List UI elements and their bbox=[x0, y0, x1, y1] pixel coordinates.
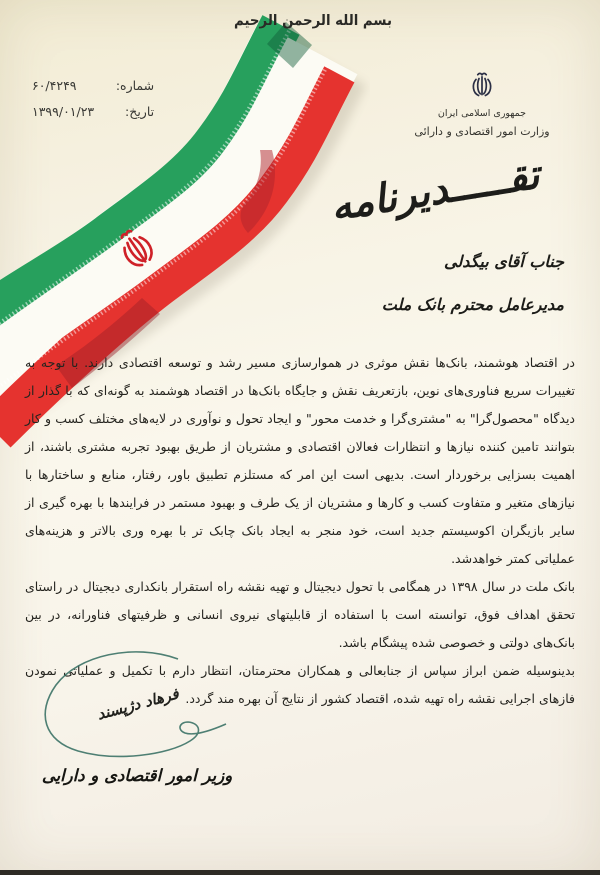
addressee-role: مدیرعامل محترم بانک ملت bbox=[381, 295, 564, 314]
signature-name: فرهاد دژپسند bbox=[95, 684, 181, 724]
ministry-letterhead bbox=[396, 70, 568, 138]
letter-title: تقـــــدیرنامه bbox=[327, 151, 543, 231]
signature-block bbox=[30, 645, 250, 805]
body-paragraph-2: بانک ملت در سال ۱۳۹۸ در همگامی با تحول دیجیتال و تهیه نقشه راه استقرار بانکداری دیجیتال در راستای تحقق اهداف فوق، توانسته است با استفاده از قابلیتهای نیروی انسانی و ظرفیتهای فناورانه، در بین بانک‌های دولتی و خصوصی شده پیشگام باشد. bbox=[25, 579, 575, 650]
date-label: تاریخ: bbox=[125, 104, 155, 119]
letterhead-country: جمهوری اسلامی ایران bbox=[437, 108, 527, 119]
scan-edge bbox=[0, 870, 600, 875]
bismillah-calligraphy: بسم الله الرحمن الرحیم bbox=[234, 13, 392, 29]
signatory-title: وزیر امور اقتصادی و دارایی bbox=[41, 766, 233, 785]
body-paragraph-3: بدینوسیله ضمن ابراز سپاس از جنابعالی و همکاران محترمتان، انتظار دارم با تکمیل و عملیاتی نمودن فازهای اجرایی نقشه راه تهیه شده، اقتصاد کشور از نتایج آن بهره مند گردد. bbox=[25, 663, 575, 706]
meta-number-row bbox=[32, 78, 154, 93]
body-paragraph-1: در اقتصاد هوشمند، بانک‌ها نقش موثری در هموارسازی مسیر رشد و توسعه اقتصادی دارند. با توجه به تغییرات سریع فناوری‌های نوین، بازتعریف نقش و جایگاه بانک‌ها در اقتصاد هوشمند به گونه‌ای که با گذار از دیدگاه "محصول‌گرا" به "مشتری‌گرا و خدمت محور" و ایجاد تحول و نوآوری در لایه‌های مختلف کسب و کار بتوانند تامین کننده نیازها و انتظارات فعالان اقتصادی و مشتریان از طریق بهبود تجربه مشتری باشند، از اهمیت بسزایی برخوردار است. بدیهی است این امر که مستلزم تطبیق باور، رفتار، منابع و ساختارها با نیازهای متغیر و متفاوت کسب و کارها و مشتریان از یک طرف و بهبود مستمر در فرایندها با بهره گیری از سایر بازیگران اکوسیستم جدید است، خود منجر به ایجاد بانک چابک تر با بهره وری بالاتر و هزینه‌های عملیاتی کمتر خواهدشد. bbox=[25, 355, 575, 566]
letter-meta bbox=[32, 78, 154, 130]
number-value: ۶۰/۴۲۴۹ bbox=[32, 78, 77, 93]
meta-date-row bbox=[32, 104, 154, 119]
iran-emblem-icon bbox=[465, 70, 499, 104]
addressee-name: جناب آقای بیگدلی bbox=[443, 252, 564, 271]
number-label: شماره: bbox=[115, 78, 155, 93]
date-value: ۱۳۹۹/۰۱/۲۳ bbox=[32, 104, 95, 119]
letterhead-ministry: وزارت امور اقتصادی و دارائی bbox=[414, 125, 550, 138]
addressee-block bbox=[382, 252, 564, 314]
